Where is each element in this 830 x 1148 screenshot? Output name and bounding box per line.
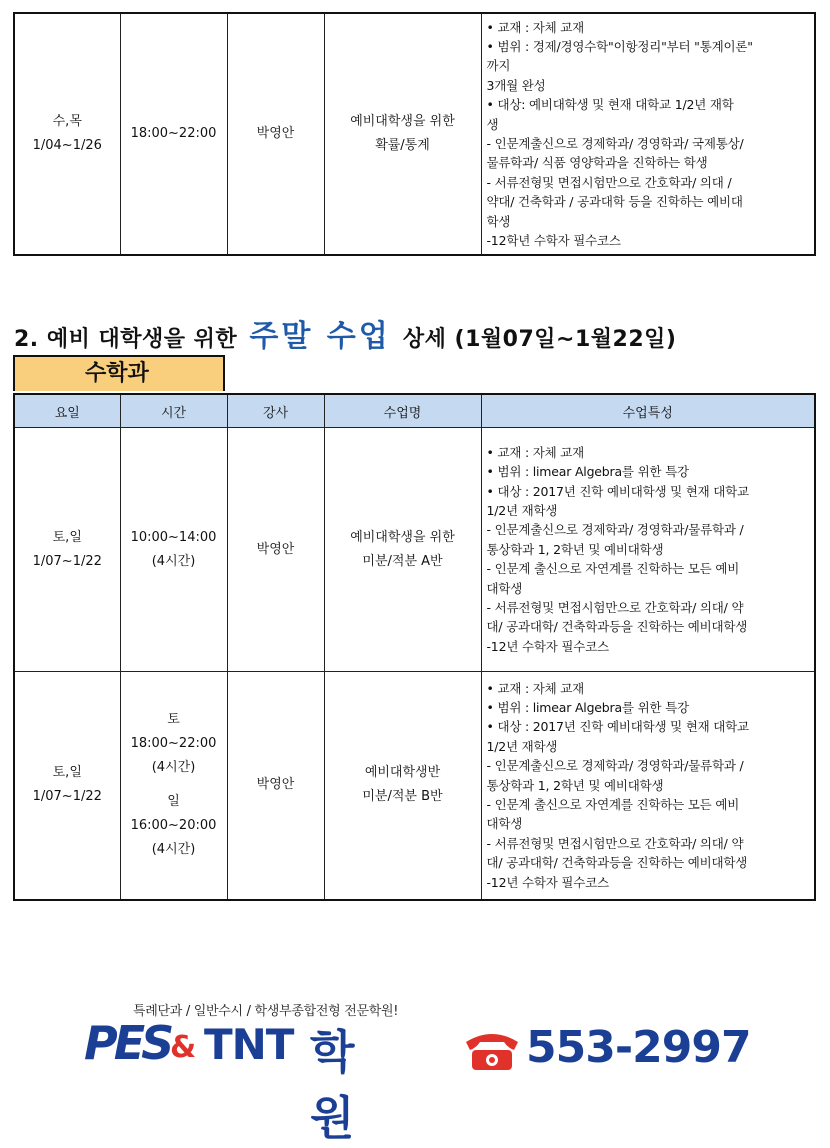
description-cell (481, 13, 815, 255)
description-line: • 교재 : 자체 교재 (486, 19, 585, 35)
description-line: - 인문계출신으로 경제학과/ 경영학과/ 국제통상/ (486, 136, 744, 151)
description-line: - 인문계 출신으로 자연계를 진학하는 모든 예비 (486, 561, 740, 577)
description-line: - 서류전형및 면접시험만으로 간호학과/ 의대 / (486, 174, 732, 190)
title-prefix: 2. 예비 대학생을 위한 (14, 327, 238, 352)
footer-tagline: 특례단과 / 일반수시 / 학생부종합전형 전문학원! (133, 1004, 399, 1019)
description-line: • 교재 : 자체 교재 (486, 444, 585, 460)
table-header-row (14, 394, 815, 428)
time-line: (4시간) (151, 760, 196, 776)
class-name-line: 확률/통계 (375, 138, 430, 153)
column-header: 수업특성 (481, 394, 815, 428)
teacher-cell: 박영안 (227, 672, 324, 900)
day-text: 토,일 (52, 529, 82, 545)
column-header: 요일 (14, 394, 120, 428)
weekday-schedule-table (13, 12, 816, 256)
description-line: 대/ 공과대학/ 건축학과등을 진학하는 예비대학생 (486, 855, 748, 871)
description-line: • 대상: 예비대학생 및 현재 대학교 1/2년 재학 (486, 97, 734, 113)
time-line: 18:00~22:00 (130, 126, 217, 141)
day-cell (14, 13, 120, 255)
logo-ampersand: & (170, 1030, 197, 1065)
day-cell (14, 428, 120, 672)
description-line: 통상학과 1, 2학년 및 예비대학생 (486, 541, 664, 557)
column-header: 시간 (120, 394, 227, 428)
class-name-line: 미분/적분 A반 (362, 553, 443, 569)
description-line: • 대상 : 2017년 진학 예비대학생 및 현재 대학교 (486, 483, 749, 499)
day-cell (14, 672, 120, 900)
description-line: 1/2년 재학생 (486, 502, 558, 518)
title-highlight: 주말 수업 (249, 319, 391, 354)
description-line: 까지 (486, 58, 511, 74)
class-name-cell (324, 13, 481, 255)
table-row (14, 672, 815, 900)
time-line: 18:00~22:00 (130, 736, 217, 752)
description-line: 3개월 완성 (486, 77, 546, 93)
date-range: 1/07~1/22 (32, 553, 102, 569)
time-cell (120, 672, 227, 900)
department-tab: 수학과 (13, 355, 225, 391)
telephone-icon (462, 1028, 522, 1072)
phone-number: 553-2997 (526, 1022, 751, 1073)
description-line: • 범위 : limear Algebra를 위한 특강 (486, 464, 689, 480)
weekend-schedule-table (13, 393, 816, 901)
time-line (122, 780, 226, 790)
description-line: 대학생 (486, 580, 523, 596)
class-name-cell (324, 672, 481, 900)
table-row (14, 428, 815, 672)
teacher-cell: 박영안 (227, 13, 324, 255)
class-name-line: 예비대학생을 위한 (350, 114, 455, 129)
day-text: 수,목 (52, 114, 82, 129)
section-title (14, 311, 676, 355)
description-line: - 서류전형및 면접시험만으로 간호학과/ 의대/ 약 (486, 600, 744, 616)
description-line: • 범위 : 경제/경영수학"이항정리"부터 "통계이론" (486, 38, 753, 54)
description-cell (481, 672, 815, 900)
description-cell (481, 428, 815, 672)
description-line: 대/ 공과대학/ 건축학과등을 진학하는 예비대학생 (486, 619, 748, 635)
description-line: 대학생 (486, 816, 523, 832)
time-cell (120, 13, 227, 255)
description-line: 약대/ 건축학과 / 공과대학 등을 진학하는 예비대 (486, 194, 743, 210)
time-line: 16:00~20:00 (130, 818, 217, 834)
time-line: (4시간) (151, 842, 196, 858)
table-row (14, 13, 815, 255)
description-line: - 인문계 출신으로 자연계를 진학하는 모든 예비 (486, 796, 740, 812)
description-line: - 인문계출신으로 경제학과/ 경영학과/물류학과 / (486, 522, 744, 538)
time-line: (4시간) (151, 553, 196, 569)
description-line: 학생 (486, 213, 511, 229)
description-line: -12년 수학자 필수코스 (486, 638, 609, 654)
date-range: 1/07~1/22 (32, 789, 102, 805)
class-name-line: 미분/적분 B반 (362, 789, 443, 805)
description-line: - 인문계출신으로 경제학과/ 경영학과/물류학과 / (486, 758, 744, 774)
day-text: 토,일 (52, 765, 82, 781)
time-cell (120, 428, 227, 672)
description-line: -12학년 수학자 필수코스 (486, 233, 621, 249)
class-name-line: 예비대학생을 위한 (350, 529, 455, 545)
teacher-cell: 박영안 (227, 428, 324, 672)
class-name-cell (324, 428, 481, 672)
description-line: • 범위 : limear Algebra를 위한 특강 (486, 699, 689, 715)
time-line: 10:00~14:00 (130, 529, 217, 545)
description-line: • 대상 : 2017년 진학 예비대학생 및 현재 대학교 (486, 719, 749, 735)
logo-tnt: TNT (204, 1020, 294, 1069)
description-line: • 교재 : 자체 교재 (486, 680, 585, 696)
description-line: 1/2년 재학생 (486, 738, 558, 754)
column-header: 수업명 (324, 394, 481, 428)
description-line: 통상학과 1, 2학년 및 예비대학생 (486, 777, 664, 793)
description-line: - 서류전형및 면접시험만으로 간호학과/ 의대/ 약 (486, 835, 744, 851)
time-line: 토 (167, 712, 180, 728)
logo-hakwon: 학원 (310, 1025, 353, 1145)
description-line: 물류학과/ 식품 영양학과을 진학하는 학생 (486, 155, 708, 171)
time-line: 일 (167, 794, 180, 810)
description-line: 생 (486, 116, 499, 132)
title-suffix: 상세 (1월07일~1월22일) (402, 327, 677, 352)
logo-pes: PES (84, 1016, 171, 1070)
class-name-line: 예비대학생반 (364, 765, 441, 781)
date-range: 1/04~1/26 (32, 138, 102, 153)
column-header: 강사 (227, 394, 324, 428)
description-line: -12년 수학자 필수코스 (486, 874, 609, 890)
